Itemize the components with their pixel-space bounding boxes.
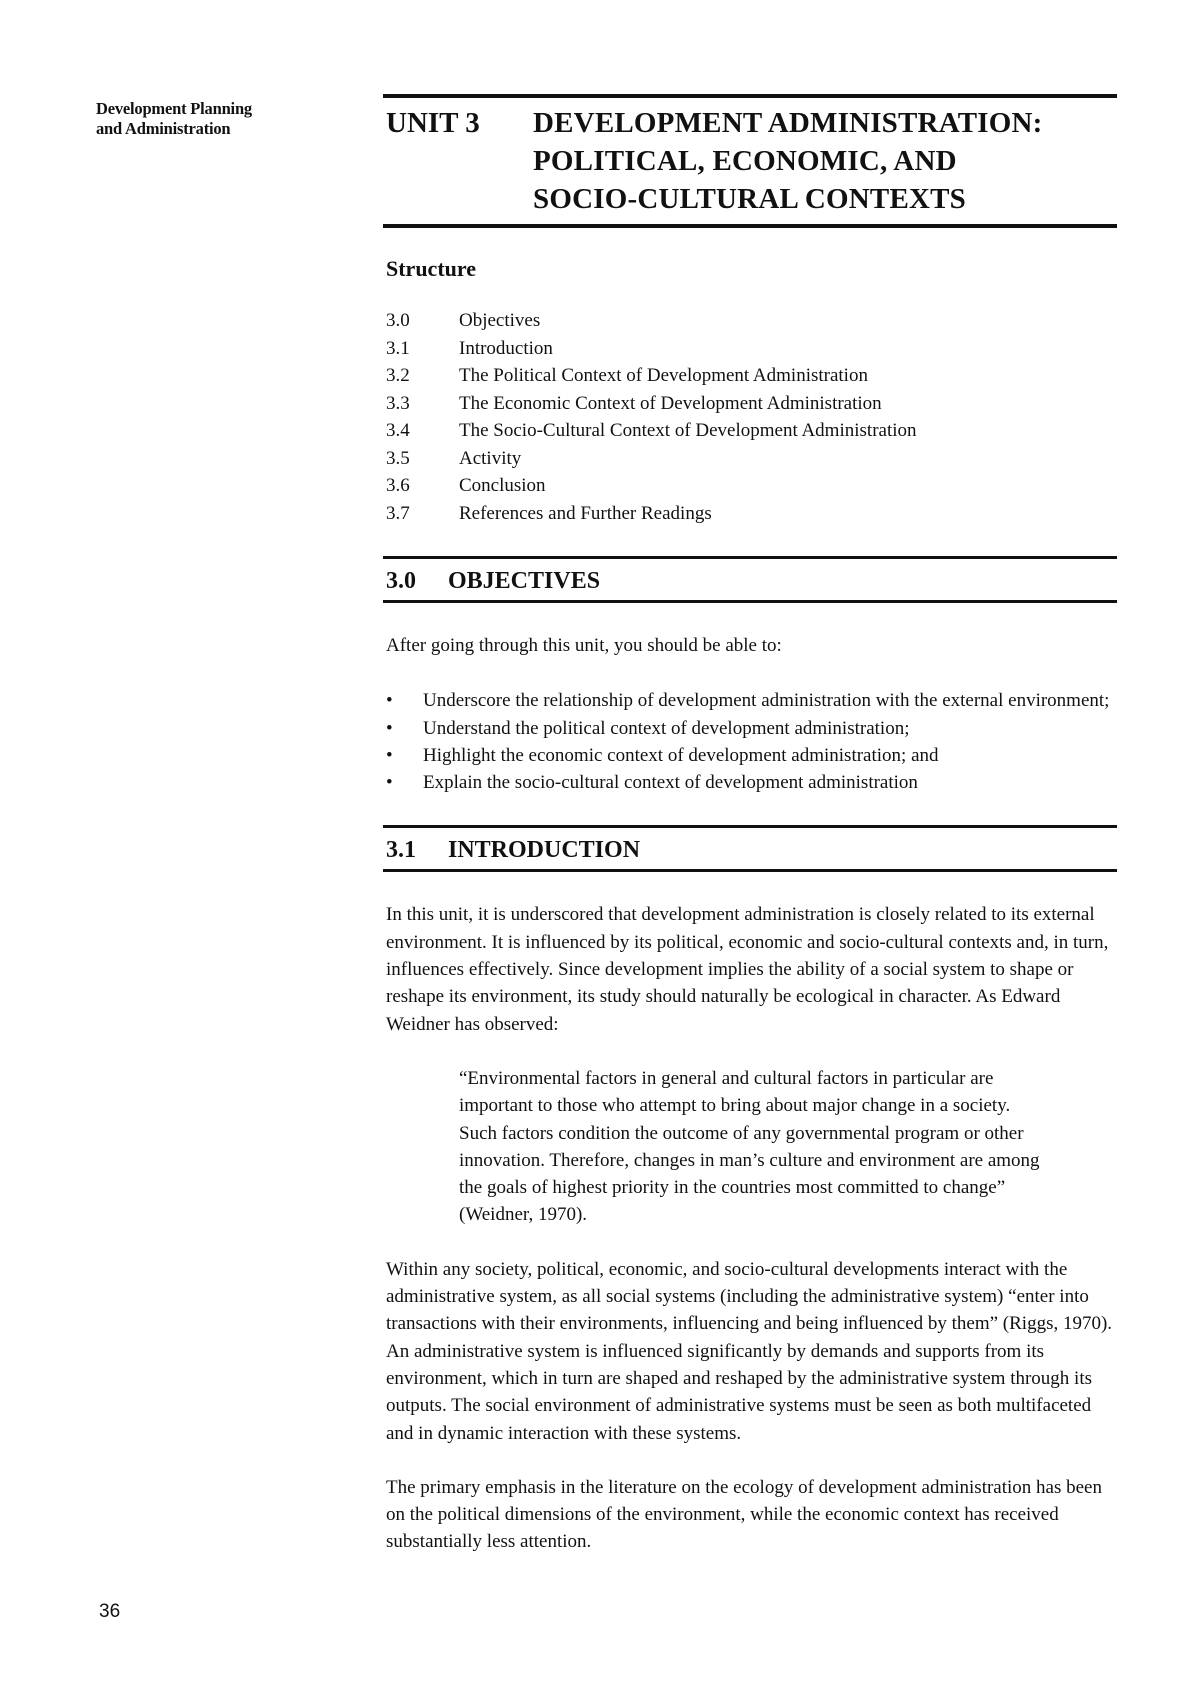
toc-item-title: Introduction [459, 337, 553, 359]
unit-label: UNIT 3 [386, 107, 480, 139]
list-item [386, 769, 1117, 796]
introduction-paragraph-1: In this unit, it is underscored that development administration is closely related to its external environment. It is influenced by its political, economic and socio-cultural contexts and, in turn, influences effectively. Since development implies the ability of a social system to shape or reshape its environment, its study should naturally be ecological in character. As Edward Weidner has observed: [386, 904, 1109, 1035]
objectives-heading-title: OBJECTIVES [448, 568, 601, 594]
list-item [386, 742, 1117, 769]
toc-item-number: 3.4 [386, 420, 410, 441]
toc-item [386, 417, 1117, 445]
introduction-heading [383, 825, 1117, 872]
page-number: 36 [99, 1601, 121, 1622]
toc-item-number: 3.6 [386, 475, 410, 496]
objectives-intro: After going through this unit, you should be able to: [386, 635, 782, 656]
toc-item-number: 3.7 [386, 502, 410, 524]
bullet-icon: • [386, 717, 393, 739]
toc-item-title: Activity [459, 447, 522, 469]
introduction-paragraph-2: Within any society, political, economic, and socio-cultural developments interact with the administrative system, as all social systems (including the administrative system) “enter into transactions with their environments, influencing and being influenced by them” (Riggs, 1970). An administrative system is influenced significantly by demands and supports from its environment, which in turn are shaped and reshaped by the administrative system through its outputs. The social environment of administrative systems must be seen as both multifaceted and in dynamic interaction with these systems. [386, 1258, 1113, 1444]
toc-item [386, 335, 1117, 363]
toc-item [386, 362, 1117, 390]
toc-item-title: The Political Context of Development Administration [459, 365, 868, 386]
list-item [386, 687, 1117, 714]
unit-title-line1: DEVELOPMENT ADMINISTRATION: [533, 107, 1043, 139]
bullet-icon: • [386, 772, 393, 794]
toc-item-number: 3.0 [386, 310, 410, 331]
introduction-heading-number: 3.1 [386, 837, 416, 864]
toc-item-number: 3.1 [386, 337, 410, 359]
toc-item [386, 472, 1117, 500]
toc-item-title: References and Further Readings [459, 502, 712, 524]
toc-item [386, 500, 1117, 528]
toc-item-title: Conclusion [459, 475, 546, 496]
list-item-text: Understand the political context of development administration; [423, 717, 910, 739]
objectives-heading [383, 556, 1117, 603]
objectives-section [383, 556, 1117, 796]
structure-heading: Structure [386, 256, 477, 281]
toc-item-number: 3.5 [386, 447, 410, 469]
unit-header [383, 94, 1117, 228]
running-head [96, 99, 316, 139]
objectives-heading-number: 3.0 [386, 568, 416, 594]
toc-item [386, 307, 1117, 335]
introduction-section [383, 825, 1117, 1555]
list-item-text: Explain the socio-cultural context of development administration [423, 772, 918, 794]
introduction-paragraph-3: The primary emphasis in the literature on the ecology of development administration has been on the political dimensions of the environment, while the economic context has received substantially less attention. [386, 1476, 1102, 1553]
unit-title [533, 104, 1042, 218]
bullet-icon: • [386, 744, 393, 766]
list-item [386, 715, 1117, 742]
list-item-text: Highlight the economic context of development administration; and [423, 744, 939, 766]
introduction-heading-title: INTRODUCTION [448, 837, 641, 864]
running-head-line2: and Administration [96, 119, 231, 138]
toc-item-title: Objectives [459, 310, 541, 331]
toc-item [386, 390, 1117, 418]
unit-title-line3: SOCIO-CULTURAL CONTEXTS [533, 183, 967, 215]
toc-item-number: 3.3 [386, 392, 410, 414]
table-of-contents [386, 307, 1117, 527]
running-head-line1: Development Planning [96, 99, 252, 118]
bullet-icon: • [386, 690, 393, 712]
toc-item-number: 3.2 [386, 365, 410, 386]
toc-item-title: The Economic Context of Development Administration [459, 392, 882, 414]
list-item-text: Underscore the relationship of development administration with the external environment; [423, 690, 1110, 712]
block-quote: “Environmental factors in general and cultural factors in particular are important to those who attempt to bring about major change in a society. Such factors condition the outcome of any governmental program or other innovation. Therefore, changes in man’s culture and environment are among the goals of highest priority in the countries most committed to change” (Weidner, 1970). [459, 1067, 1040, 1226]
objectives-list [386, 687, 1117, 796]
toc-item-title: The Socio-Cultural Context of Development Administration [459, 420, 917, 441]
toc-item [386, 445, 1117, 473]
unit-title-line2: POLITICAL, ECONOMIC, AND [533, 145, 957, 177]
main-content [383, 94, 1117, 1556]
